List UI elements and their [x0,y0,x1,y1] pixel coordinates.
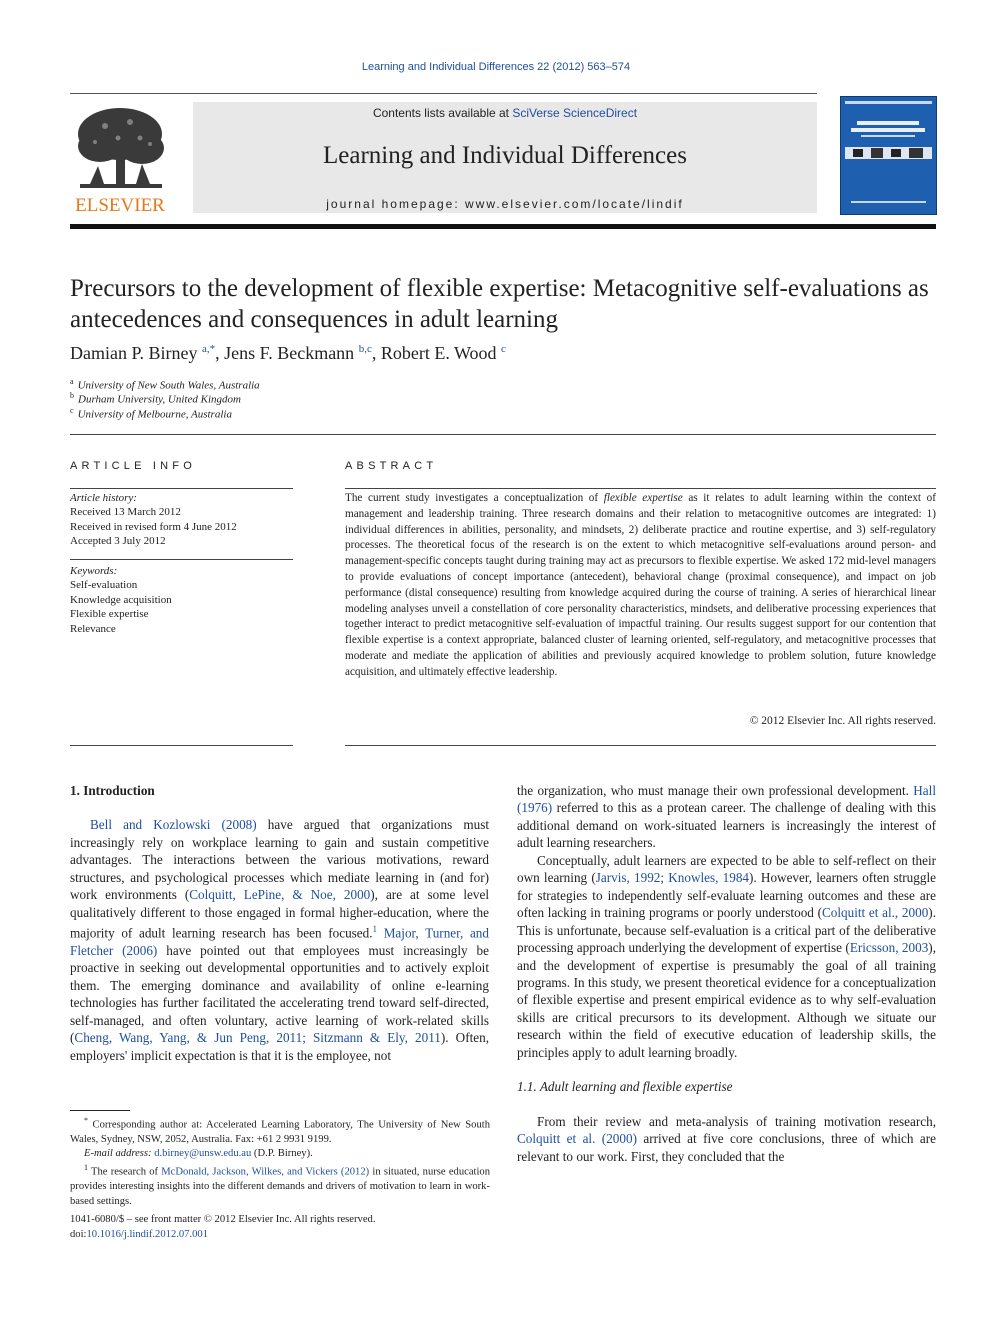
elsevier-wordmark: ELSEVIER [75,195,165,214]
doi-prefix: doi: [70,1228,87,1240]
body-text: From their review and meta-analysis of training motivation research, [537,1113,936,1129]
body-text: ), and the development of expertise is presumably the goal of all training programs. In this study, we present theoretical evidence for a conceptualization of flexible expertise and present empirical evidence as to why self-evaluation skills are critical precursors to its development. Although we situate our research within the field of executive education of leadership skills, the principles apply to adult learning broadly. [517,940,936,1060]
citation-link[interactable]: Jarvis, 1992; Knowles, 1984 [595,870,750,886]
citation-link[interactable]: Ericsson, 2003 [849,940,929,956]
article-history [70,491,293,549]
section-heading-introduction: 1. Introduction [70,783,155,798]
contents-prefix: Contents lists available at [372,106,513,120]
history-item: Received in revised form 4 June 2012 [70,520,237,533]
elsevier-logo[interactable] [70,104,171,214]
abstract-rule [345,745,936,746]
info-rule [70,559,293,560]
body-text: ). This is unfortunate, because self-evaluation is a critical part of the deliberative processing approach underlying the development of expertise ( [517,905,936,956]
body-column-right [517,782,936,1165]
citation-link[interactable]: Colquitt, LePine, & Noe, 2000 [189,887,371,903]
header-thick-rule [70,224,936,229]
keywords [70,564,293,636]
affiliation-mark: b [70,391,74,400]
author-list: Damian P. Birney $^{a,*}$, Jens F. Beckmann $^{b,c}$, Robert E. Wood $^c$ [70,343,506,363]
body-text: have argued that organizations must increasingly rely on workplace learning to gain and sustain competitive advantages. The interactions between the various motivations, reward structures, and psychological processes which mediate learning in (and for) work environments ( [70,817,490,903]
body-text: the organization, who must manage their own professional development. [517,783,914,798]
history-item: Received 13 March 2012 [70,506,181,519]
body-text: have pointed out that employees must increasingly be proactive in seeking out developmental opportunities and to actively exploit them. The emerging dominance and availability of online e-learning technologies has further facilitated the accelerating trend toward self-directed, self-managed, and often voluntary, active learning of work-related skills ( [70,943,489,1046]
journal-cover-thumbnail[interactable] [840,96,937,215]
body-text [377,926,384,941]
citation-link[interactable]: Colquitt et al. (2000) [517,1131,637,1147]
affiliation-text: University of Melbourne, Australia [77,408,232,421]
citation-link[interactable]: Bell and Kozlowski (2008) [90,817,257,833]
history-label: Article history: [70,492,137,504]
history-item: Accepted 3 July 2012 [70,535,166,548]
body-column-left [70,782,489,1064]
journal-title: Learning and Individual Differences [323,142,687,169]
footnote-email: E-mail address: d.birney@unsw.edu.au (D.P. Birney). [84,1148,313,1160]
subsection-heading: 1.1. Adult learning and flexible expertise [517,1079,733,1095]
keyword: Flexible expertise [70,608,149,621]
body-text: referred to this as a protean career. The challenge of dealing with this additional demand on work-situated learners is increasingly the interest of adult learning researchers. [517,800,936,851]
author-affiliation-mark[interactable]: a,* [202,343,216,355]
citation-link[interactable]: Hall (1976) [517,783,936,816]
email-link[interactable]: d.birney@unsw.edu.au [154,1148,252,1160]
citation-link[interactable]: Major, Turner, and Fletcher (2006) [70,925,489,959]
header-rule [70,93,817,94]
doi-link[interactable]: 10.1016/j.lindif.2012.07.001 [86,1228,209,1240]
footnotes [70,1114,490,1209]
affiliation [70,406,232,421]
keywords-label: Keywords: [70,565,118,577]
body-paragraph [70,816,489,1064]
info-rule [70,745,293,746]
affiliation-text: Durham University, United Kingdom [78,393,241,406]
body-text: Conceptually, adult learners are expected to be able to self-reflect on their own learning ( [517,852,936,886]
affiliation [70,377,260,392]
body-text: ). Often, employers' implicit expectation is that it is the employee, not [70,1030,489,1063]
author-affiliation-mark[interactable]: b,c [358,343,372,355]
author-name[interactable]: Damian P. Birney [70,343,198,363]
article-info-heading: ARTICLE INFO [70,460,196,472]
body-text: arrived at five core conclusions, three of which are relevant to our work. First, they concluded that the [517,1131,936,1164]
footnote-marker[interactable]: 1 [372,924,378,935]
body-paragraph [517,852,936,1061]
author-affiliation-mark[interactable]: c [501,343,506,355]
author-name[interactable]: Jens F. Beckmann [224,343,355,363]
cover-image [841,97,936,214]
citation-link[interactable]: Colquitt et al., 2000 [821,905,929,921]
citation-link[interactable]: Cheng, Wang, Yang, & Jun Peng, 2011; Sitzmann & Ely, 2011 [74,1030,441,1046]
journal-homepage[interactable]: journal homepage: www.elsevier.com/locate/lindif [326,197,684,211]
affiliation-text: University of New South Wales, Australia [77,379,260,392]
abstract-rule [345,488,936,489]
author-name[interactable]: Robert E. Wood [380,343,497,363]
journal-citation[interactable]: Learning and Individual Differences 22 (2012) 563–574 [361,61,631,73]
elsevier-tree-icon [70,104,171,214]
issn-line: 1041-6080/$ – see front matter © 2012 Elsevier Inc. All rights reserved. [70,1214,376,1225]
affiliation [70,391,241,406]
affiliation-mark: c [70,406,74,415]
body-text: ). However, learners often struggle for strategies to independently self-evaluate learning outcomes and these are often lacking in training programs or poorly understood ( [517,870,936,921]
keyword: Knowledge acquisition [70,593,172,606]
body-paragraph [517,782,936,852]
affiliation-mark: a [70,377,74,386]
paper-title: Precursors to the development of flexible expertise: Metacognitive self-evaluations as antecedences and consequences in adult learning [70,275,929,333]
keyword: Self-evaluation [70,579,138,592]
keyword: Relevance [70,622,116,635]
abstract-copyright: © 2012 Elsevier Inc. All rights reserved. [749,715,936,727]
body-paragraph [517,1113,936,1165]
abstract-heading: ABSTRACT [345,460,438,472]
contents-line [193,106,817,120]
sciencedirect-link[interactable]: SciVerse ScienceDirect [512,106,638,120]
abstract-text: The current study investigates a conceptualization of flexible expertise as it relates to adult learning within the context of management and leadership training. Three research domains and their relation to metacognitive outcomes are integrated: 1) individual differences in abilities, personality, and mindsets, 2) deliberate practice and routine expertise, and 3) self-regulatory processes. The theoretical focus of the research is on the extent to which metacognitive self-evaluations around person- and management-specific concepts taught during training may act as precursors to flexible expertise. We asked 172 mid-level managers to provide evaluations of concept importance (antecedent), behavioral change (proximal consequence), and impact on job performance (distal consequence) resulting from knowledge acquired during the course of training. A series of hierarchical linear modeling analyses unveil a constellation of core personality characteristics, mindsets, and deliberative processing experiences that together interact to predict metacognitive self-evaluation of impactful training. Our results suggest support for our contention that flexible expertise is a context appropriate, balanced cluster of learning oriented, self-regulatory, and metacognitive processes that moderate and mediate the application of abilities and previously acquired knowledge to problem solution, future knowledge acquisition, and ultimately effective leadership. [345,492,936,678]
footnote-corresponding: * Corresponding author at: Accelerated Learning Laboratory, The University of New South Wales, Sydney, NSW, 2052, Australia. Fax: +61 2 9931 9199. [70,1116,490,1145]
citation-link[interactable]: McDonald, Jackson, Wilkes, and Vickers (2012) [161,1166,370,1178]
footnote-1: $^1$ The research of McDonald, Jackson, Wilkes, and Vickers (2012) in situated, nurse education provides interesting insights into the different demands and drivers of motivation to learn in work-based settings. [70,1163,490,1207]
title-rule [70,434,936,435]
info-rule [70,488,293,489]
footnote-rule [70,1110,130,1111]
front-matter [70,1213,375,1242]
body-text: ), are at some level qualitatively different to those engaged in formal higher-education, where the majority of adult learning research has been focused. [70,887,489,941]
